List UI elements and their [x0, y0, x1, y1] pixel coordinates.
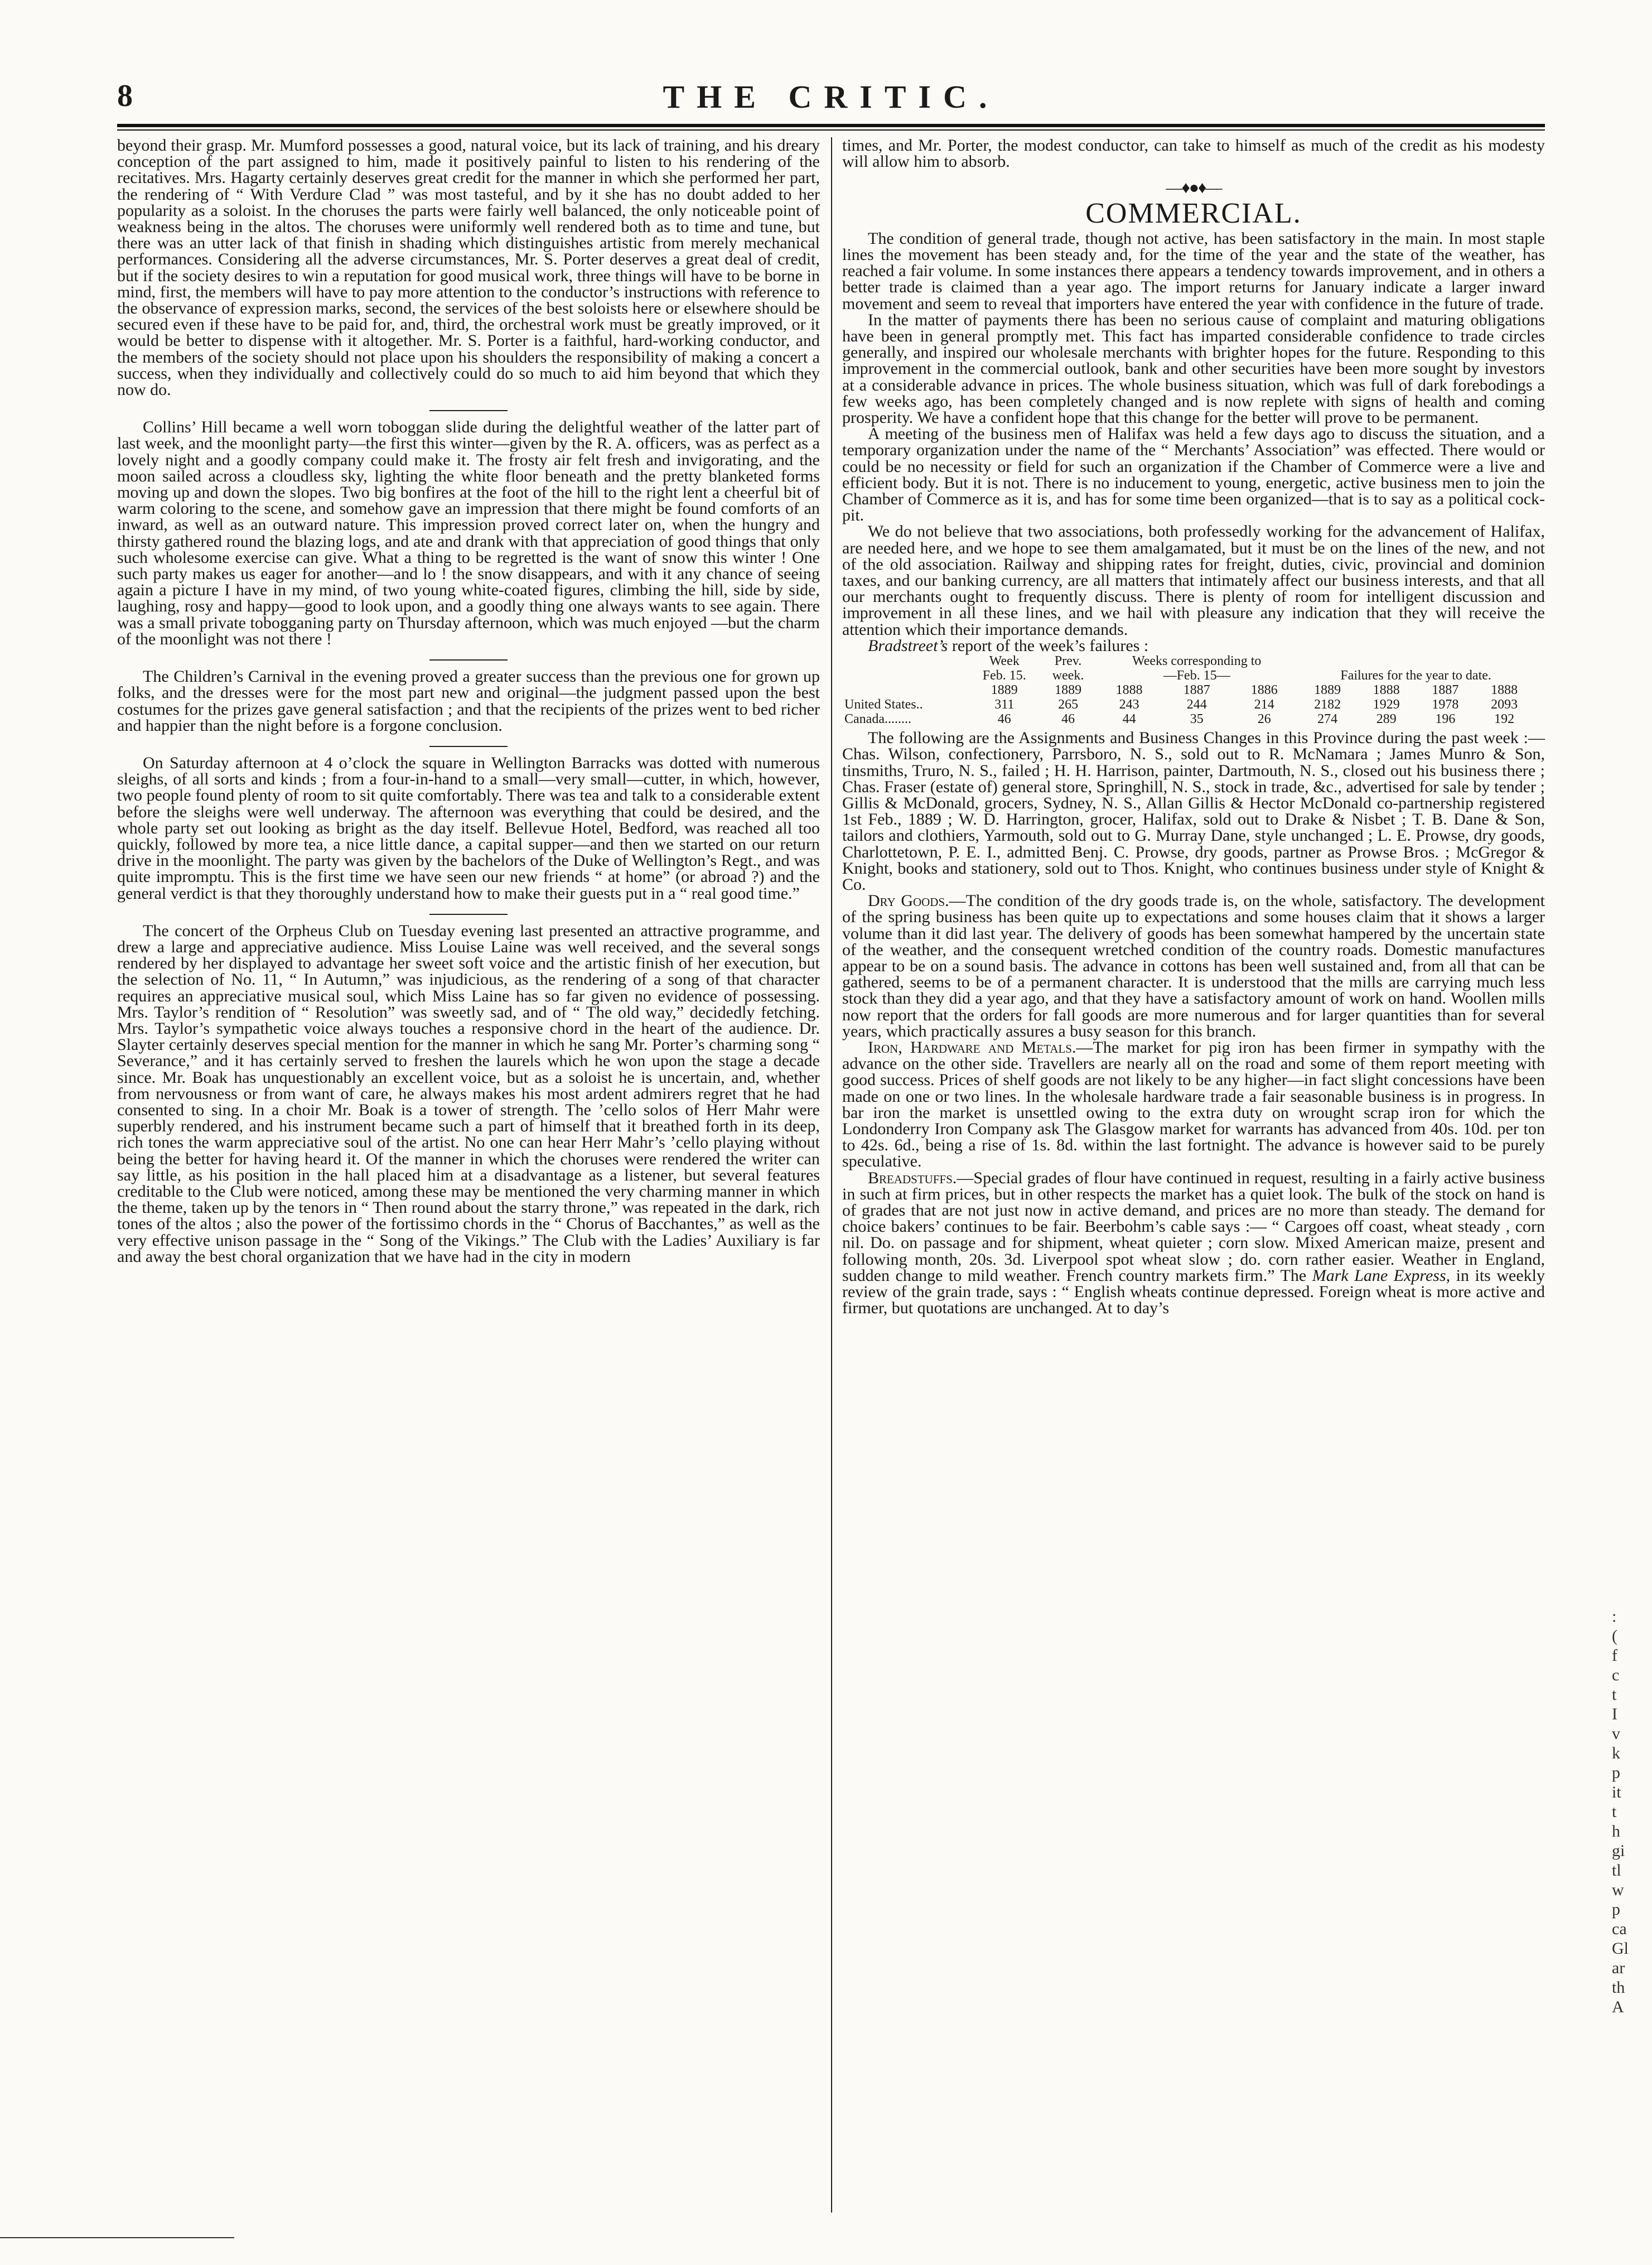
margin-fragment: I	[1612, 1705, 1617, 1723]
bradstreet-text: report of the week’s failures :	[948, 636, 1149, 655]
separator	[429, 659, 508, 661]
dry-goods-text: —The condition of the dry goods trade is, on the whole, satisfactory. The development of the spring business has been quite up to expectations and some houses claim that it shows a larger volume than it did last year. The delivery of goods has been somewhat hampered by the uncertain state of the weather, and the consequent wretched condition of the country roads. Domestic manufactures appear to be on a sound basis. The advance in cottons has been well sustained and, from all that can be gathered, seems to be of a permanent character. It is understood that the mills are carrying much less stock than they did a year ago, and that they have a satisfactory amount of work on hand. Woollen mills now report that the orders for fall goods are more numerous and for larger quantities than for several years, which practically assures a busy season for this branch.	[842, 891, 1545, 1040]
table-cell: 244	[1186, 697, 1207, 712]
table-cell: 274	[1317, 712, 1338, 727]
table-header-cell: Week	[989, 654, 1020, 669]
dry-goods-title: Dry Goods.	[868, 891, 949, 910]
table-header-cell: Feb. 15.	[982, 668, 1026, 683]
margin-fragment: p	[1612, 1763, 1620, 1782]
business-changes: The following are the Assignments and Business Changes in this Province during the past week :—Chas. Wilson, confectionery, Parrsboro, N. S., sold out to R. McNamara ; James Munro & Son, tinsmiths, Truro, N. S., failed ; H. H. Harrison, painter, Dartmouth, N. S., closed out his business there ; Chas. Fraser (estate of) general store, Springhill, N. S., stock in trade, &c., advertised for sale by tender ; Gillis & McDonald, grocers, Sydney, N. S., Allan Gillis & Hector McDonald co-partnership registered 1st Feb., 1889 ; W. D. Harrington, grocer, Halifax, sold out to Drake & Nisbet ; T. B. Dane & Son, tailors and clothiers, Yarmouth, sold out to G. Murray Dane, style unchanged ; L. E. Prowse, dry goods, Charlottetown, P. E. I., admitted Benj. C. Prowse, dry goods, partner as Prowse Bros. ; McGregor & Knight, books and stationery, sold out to Thos. Knight, who continues business under style of Knight & Co.	[842, 729, 1545, 894]
margin-fragment: ca	[1612, 1920, 1627, 1938]
table-year: 1887	[1432, 683, 1459, 698]
iron-title: Iron, Hardware and Metals.	[868, 1038, 1076, 1057]
ornament: —♦●♦—	[1166, 179, 1221, 197]
mark-lane-express: Mark Lane Express,	[1312, 1266, 1451, 1285]
adjacent-page-margin	[1612, 1607, 1645, 2017]
table-row	[842, 697, 1534, 712]
table-header-cell: Weeks corresponding to	[1132, 654, 1262, 669]
margin-fragment: Gl	[1612, 1939, 1629, 1958]
breadstuffs-text-end: in its weekly review of the grain trade, says : “ English wheats continue depressed. Foreign wheat is more active and firmer, but quotations are unchanged. At to day’s	[842, 1266, 1545, 1318]
commercial-para-3: A meeting of the business men of Halifax was held a few days ago to discuss the situation, and a temporary organization under the name of the “ Merchants’ Association” was effected. There would or could be no necessity or field for such an organization if the Chamber of Commerce were a live and efficient body. But it is not. There is no inducement to young, energetic, active business men to join the Chamber of Commerce as it is, and has for some time been organized—that is to say as a political cock-pit.	[842, 425, 1545, 525]
table-year: 1889	[1314, 683, 1341, 698]
table-header-row	[842, 654, 1534, 668]
article-toboggan: Collins’ Hill became a well worn toboggan slide during the delightful weather of the latter part of last week, and the moonlight party—the first this winter—given by the R. A. officers, was as perfect as a lovely night and a goodly company could make it. The frosty air felt fresh and invigorating, and the moon sailed across a cloudless sky, lighting the white floor beneath and the pretty blanketed forms moving up and down the slopes. Two big bonfires at the foot of the hill to the right lent a cheerful bit of warm coloring to the scene, and somehow gave an impression that there might be found comforts of an inward, as well as an outward nature. This impression proved correct later on, when the hungry and thirsty gathered round the blazing logs, and ate and drank with that appreciation of good things that only such wholesome exercise can give. What a thing to be regretted is the want of snow this winter ! One such party makes us eager for another—and lo ! the snow disappears, and with it any chance of seeing again a picture I have in my mind, of two young white-coated figures, climbing the hill, side by side, laughing, rosy and happy—good to look upon, and a goodly thing one always wants to see again. There was a small private tobogganing party on Thursday afternoon, which was much enjoyed —but the charm of the moonlight was not there !	[117, 418, 820, 648]
table-cell: 196	[1435, 712, 1456, 727]
table-cell: 289	[1376, 712, 1397, 727]
table-cell: 192	[1494, 712, 1515, 727]
table-header-row	[842, 668, 1534, 683]
table-header-cell: —Feb. 15—	[1163, 668, 1230, 683]
table-row-label: United States..	[844, 697, 923, 712]
table-cell: 2182	[1314, 697, 1341, 712]
article-sleighs: On Saturday afternoon at 4 o’clock the square in Wellington Barracks was dotted with numerous sleighs, of all sorts and kinds ; from a four-in-hand to a small—very small—cutter, in which, however, two people found plenty of room to sit quite comfortably. There was tea and talk to a considerable extent before the sleighs were well underway. The afternoon was everything that could be desired, and the whole party set out looking as bright as the day itself. Bellevue Hotel, Bedford, was reached all too quickly, followed by more tea, a nice little dance, a capital supper—and then we started on our return drive in the moonlight. The party was given by the bachelors of the Duke of Wellington’s Regt., and was quite impromptu. This is the first time we have seen our new friends “ at home” (or abroad ?) and the general verdict is that they thoroughly understand how to make their guests put in a “ real good time.”	[117, 753, 820, 903]
iron-section	[842, 1039, 1545, 1170]
margin-fragment: t	[1612, 1803, 1617, 1821]
section-heading: COMMERCIAL.	[1085, 197, 1302, 229]
separator	[429, 914, 508, 915]
margin-fragment: h	[1612, 1822, 1620, 1840]
bradstreet-name: Bradstreet’s	[868, 636, 948, 655]
table-year: 1888	[1115, 683, 1143, 698]
commercial-para-2: In the matter of payments there has been no serious cause of complaint and maturing obligations have been in general promptly met. This fact has imparted considerable confidence to trade circles generally, and inspired our wholesale merchants with brighter hopes for the future. Responding to this improvement in the commercial outlook, bank and other securities have been more sought by investors at a considerable advance in prices. The whole business situation, which was full of dark forebodings a few weeks ago, has been completely changed and is now replete with signs of health and coming prosperity. We have a confident hope that this change for the better will prove to be permanent.	[842, 310, 1545, 427]
margin-fragment: it	[1612, 1783, 1621, 1801]
separator	[429, 410, 508, 411]
commercial-para-1: The condition of general trade, though not active, has been satisfactory in the main. In most staple lines the movement has been steady and, for the time of the year and the state of the weather, has reached a fair volume. In some instances there appears a tendency towards improvement, and in others a better trade is claimed than a year ago. The import returns for January indicate a larger inward movement and seem to reveal that importers have entered the year with confidence in the future of trade.	[842, 229, 1545, 313]
table-cell: 2093	[1491, 697, 1518, 712]
table-header-cell: Prev.	[1054, 654, 1082, 669]
header-rule-thin	[117, 129, 1545, 131]
newspaper-title: THE CRITIC.	[663, 79, 999, 115]
table-year: 1888	[1373, 683, 1400, 698]
table-cell: 1929	[1373, 697, 1400, 712]
article-orpheus-club: The concert of the Orpheus Club on Tuesday evening last presented an attractive programme, and drew a large and appreciative audience. Miss Louise Laine was well received, and the several songs rendered by her displayed to advantage her sweet soft voice and the artistic finish of her execution, but the selection of No. 11, “ In Autumn,” was injudicious, as the rendering of a song of that character requires an appreciative musical soul, which Miss Laine has so far given no evidence of possessing. Mrs. Taylor’s rendition of “ Resolution” was sweetly sad, and of “ The old way,” decidedly fetching. Mrs. Taylor’s sympathetic voice always touches a responsive chord in the heart of the audience. Dr. Slayter certainly deserves special mention for the manner in which he sang Mr. Porter’s charming song “ Severance,” and it has certainly served to freshen the laurels which he won upon the stage a decade since. Mr. Boak has unquestionably an excellent voice, but as a soloist he is uncertain, and, whether from nervousness or from want of care, he always makes his most ardent admirers regret that he had consented to sing. In a choir Mr. Boak is a tower of strength. The ’cello solos of Herr Mahr were superbly rendered, and his instrument became such a part of himself that it breathed forth in its deep, rich tones the warm appreciative soul of the artist. No one can hear Herr Mahr’s ’cello playing without being the better for having heard it. Of the manner in which the choruses were rendered the writer can say little, as his position in the hall placed him at a disadvantage as a listener, but several features creditable to the Club were noticed, among these may be mentioned the very charming manner in which the theme, taken up by the tenors in “ Then round about the starry throne,” was repeated in the dark, rich tones of the altos ; also the power of the fortissimo chords in the “ Chorus of Bacchantes,” as well as the very effective unison passage in the “ Song of the Vikings.” The Club with the Ladies’ Auxiliary is far and away the best choral organization that we have had in the city in modern	[117, 921, 820, 1266]
breadstuffs-section	[842, 1170, 1545, 1317]
page-header	[117, 78, 1545, 117]
article-carnival: The Children’s Carnival in the evening proved a greater success than the previous one for grown up folks, and the dresses were for the most part new and original—the judgment passed upon the best costumes for the prizes gave general satisfaction ; and that the recipients of the prizes went to bed richer and happier than the night before is a forgone conclusion.	[117, 667, 820, 735]
left-column	[117, 137, 820, 1265]
table-year: 1889	[991, 683, 1018, 698]
table-cell: 46	[1061, 712, 1075, 727]
right-column	[842, 137, 1545, 1316]
margin-fragment: c	[1612, 1666, 1620, 1684]
separator	[429, 746, 508, 747]
breadstuffs-title: Breadstuffs.	[868, 1168, 957, 1187]
table-year: 1887	[1183, 683, 1210, 698]
bradstreet-intro	[842, 638, 1545, 654]
commercial-para-4: We do not believe that two associations, both professedly working for the advancement of Halifax, are needed here, and we hope to see them amalgamated, but it must be on the lines of the new, and not of the old association. Railway and shipping rates for freight, duties, civic, provincial and dominion taxes, and our banking currency, are all matters that intimately affect our business interests, and that all our merchants ought to frequently discuss. There is plenty of room for intelligent discussion and improvement in all these lines, and we hail with pleasure any indication that they will receive the attention which their importance demands.	[842, 522, 1545, 639]
table-cell: 44	[1122, 712, 1136, 727]
margin-fragment: tl	[1612, 1861, 1621, 1880]
margin-fragment: :	[1612, 1607, 1617, 1626]
table-header-cell: week.	[1052, 668, 1084, 683]
margin-fragment: A	[1612, 1998, 1624, 2016]
table-years-row	[842, 683, 1534, 697]
table-year: 1886	[1250, 683, 1278, 698]
table-header-cell: Failures for the year to date.	[1340, 668, 1491, 683]
table-cell: 243	[1119, 697, 1139, 712]
dry-goods-section	[842, 893, 1545, 1039]
footer-rule	[0, 2237, 234, 2238]
table-cell: 311	[994, 697, 1015, 712]
article-orpheus-end: times, and Mr. Porter, the modest conductor, can take to himself as much of the credit as his modesty will allow him to absorb.	[842, 136, 1545, 171]
table-row-label: Canada........	[844, 712, 911, 727]
iron-text: —The market for pig iron has been firmer in sympathy with the advance on the other side. Travellers are nearly all on the road and some of them report meeting with good success. Prices of shelf goods are not likely to be any higher—in fact slight concessions have been made on one or two lines. In the wholesale hardware trade a fair seasonable business is in progress. In bar iron the market is unsettled owing to the extra duty on wrought scrap iron for which the Londonderry Iron Company ask The Glasgow market for warrants has advanced from 40s. 10d. per ton to 42s. 6d., being a rise of 1s. 8d. within the last fortnight. The advance is however said to be purely speculative.	[842, 1038, 1545, 1171]
table-cell: 46	[997, 712, 1011, 727]
margin-fragment: gi	[1612, 1842, 1625, 1860]
breadstuffs-text: —Special grades of flour have continued in request, resulting in a fairly active business in such at firm prices, but in other respects the market has a quiet look. The bulk of the stock on hand is of grades that are not just now in active demand, and prices are no more than steady. The demand for choice bakers’ continues to be fair. Beerbohm’s cable says :— “ Cargoes off coast, wheat steady , corn nil. Do. on passage and for shipment, wheat quieter ; corn slow. Mixed American maize, present and following month, 20s. 3d. Liverpool spot wheat slow ; do. corn rather easier. Weather in England, sudden change to mild weather. French country markets firm.” The	[842, 1168, 1545, 1285]
table-cell: 214	[1254, 697, 1274, 712]
column-divider	[831, 137, 832, 2213]
table-year: 1888	[1491, 683, 1518, 698]
margin-fragment: k	[1612, 1744, 1620, 1762]
table-row	[842, 712, 1534, 726]
margin-fragment: p	[1612, 1900, 1620, 1919]
table-cell: 265	[1058, 697, 1079, 712]
article-oratorio-end: beyond their grasp. Mr. Mumford possesses a good, natural voice, but its lack of training, and his dreary conception of the part assigned to him, made it positively painful to listen to his rendering of the recitatives. Mrs. Hagarty certainly deserves great credit for the manner in which she performed her part, the rendering of “ With Verdure Clad ” was most tasteful, and by it she has no doubt added to her popularity as a soloist. In the choruses the parts were fairly well balanced, the only noticeable point of weakness being in the altos. The choruses were uniformly well rendered both as to time and tune, but there was an utter lack of that finish in shading which distinguishes artistic from merely mechanical performances. Considering all the adverse circumstances, Mr. S. Porter deserves a great deal of credit, but if the society desires to win a reputation for good musical work, three things will have to be borne in mind, first, the members will have to pay more attention to the conductor’s instructions with reference to the observance of expression marks, second, the services of the best soloists here or elsewhere should be secured even if these have to be paid for, and, third, the orchestral work must be greatly improved, or it would be better to dispense with it altogether. Mr. S. Porter is a faithful, hard-working conductor, and the members of the society should not place upon his shoulders the responsibility of making a concert a success, when they individually and collectively could do so much to aid him beyond that which they now do.	[117, 136, 820, 399]
failures-table	[842, 654, 1534, 726]
margin-fragment: th	[1612, 1978, 1625, 1997]
margin-fragment: v	[1612, 1724, 1620, 1743]
page-number: 8	[117, 79, 133, 113]
table-cell: 26	[1257, 712, 1271, 727]
margin-fragment: w	[1612, 1881, 1624, 1899]
header-rule	[117, 124, 1545, 127]
table-cell: 35	[1190, 712, 1204, 727]
margin-fragment: t	[1612, 1685, 1617, 1704]
margin-fragment: f	[1612, 1646, 1617, 1665]
table-year: 1889	[1055, 683, 1082, 698]
margin-fragment: ar	[1612, 1959, 1625, 1977]
table-cell: 1978	[1432, 697, 1459, 712]
margin-fragment: (	[1612, 1627, 1617, 1645]
